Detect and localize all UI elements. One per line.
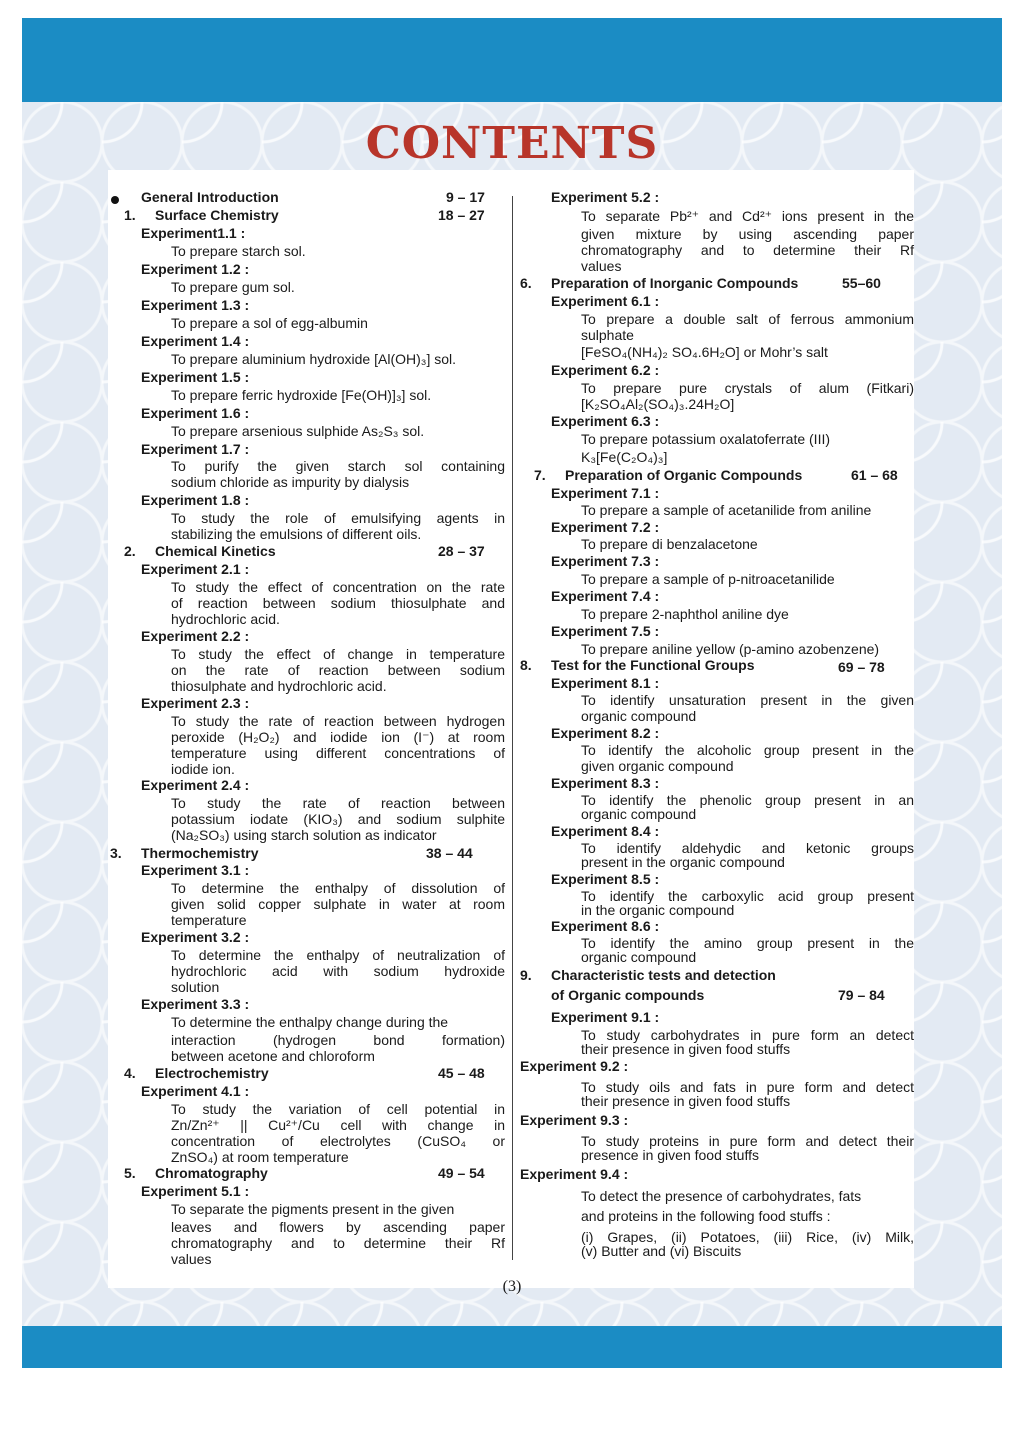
bottom-banner xyxy=(22,1326,1002,1368)
toc-line: 28 – 37 xyxy=(438,543,485,559)
toc-line: To study the role of emulsifying agents in xyxy=(171,510,505,526)
toc-line: To prepare aluminium hydroxide [Al(OH)₃] sol. xyxy=(171,351,457,367)
toc-line: To prepare a sample of p-nitroacetanilide xyxy=(581,571,835,587)
toc-line: Experiment 2.2 : xyxy=(141,628,250,644)
toc-line: Experiment 1.2 : xyxy=(141,261,250,277)
toc-line: Experiment 2.1 : xyxy=(141,561,250,577)
toc-line: To prepare ferric hydroxide [Fe(OH)]₃] sol. xyxy=(171,387,432,403)
toc-line: ZnSO₄) at room temperature xyxy=(171,1149,349,1165)
toc-line: (v) Butter and (vi) Biscuits xyxy=(581,1243,742,1259)
toc-line: Experiment 5.2 : xyxy=(551,189,660,205)
toc-line: Experiment 7.4 : xyxy=(551,588,660,604)
toc-line: hydrochloric acid. xyxy=(171,611,280,627)
toc-line: given organic compound xyxy=(581,758,734,774)
toc-line: Experiment 8.2 : xyxy=(551,725,660,741)
toc-line: Experiment 5.1 : xyxy=(141,1183,250,1199)
toc-line: To identify aldehydic and ketonic groups xyxy=(581,840,914,856)
toc-line: given solid copper sulphate in water at room xyxy=(171,896,505,912)
toc-line: To prepare gum sol. xyxy=(171,279,295,295)
toc-line: 61 – 68 xyxy=(851,467,898,483)
toc-line: Experiment 2.3 : xyxy=(141,695,250,711)
toc-line: (i) Grapes, (ii) Potatoes, (iii) Rice, (iv) Milk, xyxy=(581,1229,914,1245)
toc-line: potassium iodate (KIO₃) and sodium sulphite xyxy=(171,811,505,827)
toc-line: organic compound xyxy=(581,949,697,965)
toc-line: Chromatography xyxy=(155,1165,268,1181)
toc-line: Experiment 8.4 : xyxy=(551,823,660,839)
page-number: (3) xyxy=(502,1278,522,1295)
toc-line: To determine the enthalpy change during the xyxy=(171,1014,449,1030)
toc-line: To prepare a double salt of ferrous ammonium xyxy=(581,311,914,327)
toc-line: Experiment 1.3 : xyxy=(141,297,250,313)
toc-line: 1. xyxy=(124,207,136,223)
toc-line: Experiment 9.4 : xyxy=(520,1166,629,1182)
toc-line: Experiment 4.1 : xyxy=(141,1083,250,1099)
toc-line: 8. xyxy=(520,657,532,673)
toc-line: 7. xyxy=(534,467,546,483)
toc-line: To study proteins in pure form and detect their xyxy=(581,1133,914,1149)
toc-line: Experiment 8.1 : xyxy=(551,675,660,691)
toc-line: To prepare 2-naphthol aniline dye xyxy=(581,606,789,622)
toc-line: To study the effect of change in temperature xyxy=(171,646,505,662)
toc-line: Experiment 8.5 : xyxy=(551,871,660,887)
toc-line: Experiment 7.2 : xyxy=(551,519,660,535)
toc-line: their presence in given food stuffs xyxy=(581,1093,791,1109)
toc-line: Experiment 3.3 : xyxy=(141,996,250,1012)
toc-line: concentration of electrolytes (CuSO₄ or xyxy=(171,1133,505,1149)
toc-line: Experiment 6.1 : xyxy=(551,293,660,309)
toc-line: interaction (hydrogen bond formation) xyxy=(171,1032,505,1048)
toc-line: To determine the enthalpy of dissolution of xyxy=(171,880,505,896)
toc-line: Preparation of Organic Compounds xyxy=(565,467,803,483)
toc-line: present in the organic compound xyxy=(581,854,785,870)
toc-line: Zn/Zn²⁺ || Cu²⁺/Cu cell with change in xyxy=(171,1117,505,1133)
toc-line: To identify unsaturation present in the given xyxy=(581,692,914,708)
toc-line: To prepare aniline yellow (p-amino azobenzene) xyxy=(581,641,880,657)
toc-line: 55–60 xyxy=(842,275,881,291)
toc-line: chromatography and to determine their Rf xyxy=(171,1235,505,1251)
toc-line: Experiment 8.3 : xyxy=(551,775,660,791)
column-divider xyxy=(512,196,513,1260)
toc-line: To prepare pure crystals of alum (Fitkari) xyxy=(581,380,914,396)
toc-line: Chemical Kinetics xyxy=(155,543,276,559)
toc-line: 4. xyxy=(124,1065,136,1081)
toc-line: To study the variation of cell potential in xyxy=(171,1101,505,1117)
toc-line: To prepare di benzalacetone xyxy=(581,536,758,552)
toc-line: 2. xyxy=(124,543,136,559)
toc-line: Experiment 1.7 : xyxy=(141,441,250,457)
toc-line: K₃[Fe(C₂O₄)₃] xyxy=(581,449,668,465)
toc-line: thiosulphate and hydrochloric acid. xyxy=(171,678,387,694)
toc-line: To separate the pigments present in the given xyxy=(171,1201,455,1217)
toc-line: Experiment 7.3 : xyxy=(551,553,660,569)
toc-line: 45 – 48 xyxy=(438,1065,485,1081)
toc-line: 18 – 27 xyxy=(438,207,485,223)
toc-line: [FeSO₄(NH₄)₂ SO₄.6H₂O] or Mohr’s salt xyxy=(581,344,828,360)
toc-line: 9 – 17 xyxy=(446,189,485,205)
toc-line: [K₂SO₄Al₂(SO₄)₃.24H₂O] xyxy=(581,396,735,412)
toc-line: Experiment 8.6 : xyxy=(551,918,660,934)
toc-line: To prepare a sol of egg-albumin xyxy=(171,315,368,331)
toc-line: temperature xyxy=(171,912,247,928)
toc-line: Experiment 7.1 : xyxy=(551,485,660,501)
toc-line: 49 – 54 xyxy=(438,1165,485,1181)
toc-line: iodide ion. xyxy=(171,761,235,777)
toc-line: 5. xyxy=(124,1165,136,1181)
toc-line: organic compound xyxy=(581,806,697,822)
toc-line: Experiment 2.4 : xyxy=(141,777,250,793)
toc-line: sodium chloride as impurity by dialysis xyxy=(171,474,410,490)
toc-line: To study carbohydrates in pure form an detect xyxy=(581,1027,914,1043)
toc-line: Test for the Functional Groups xyxy=(551,657,755,673)
toc-line: Experiment 9.3 : xyxy=(520,1112,629,1128)
toc-line: hydrochloric acid with sodium hydroxide xyxy=(171,963,505,979)
toc-line: 69 – 78 xyxy=(838,659,885,675)
toc-line: Experiment 3.2 : xyxy=(141,929,250,945)
toc-line: their presence in given food stuffs xyxy=(581,1041,791,1057)
toc-line: Experiment1.1 : xyxy=(141,225,246,241)
toc-line: 38 – 44 xyxy=(426,845,473,861)
toc-line: Experiment 6.3 : xyxy=(551,413,660,429)
toc-line: To determine the enthalpy of neutralization of xyxy=(171,947,505,963)
toc-line: Preparation of Inorganic Compounds xyxy=(551,275,799,291)
toc-line: Experiment 1.5 : xyxy=(141,369,250,385)
toc-line: chromatography and to determine their Rf xyxy=(581,242,914,258)
toc-line: organic compound xyxy=(581,708,697,724)
toc-line: Experiment 7.5 : xyxy=(551,623,660,639)
toc-line: To study the rate of reaction between hydrogen xyxy=(171,713,505,729)
toc-line: 3. xyxy=(110,845,122,861)
toc-line: 79 – 84 xyxy=(838,987,885,1003)
toc-line: Experiment 6.2 : xyxy=(551,362,660,378)
toc-line: and proteins in the following food stuffs : xyxy=(581,1208,831,1224)
toc-line: leaves and flowers by ascending paper xyxy=(171,1219,505,1235)
toc-line: To detect the presence of carbohydrates, fats xyxy=(581,1188,862,1204)
toc-line: given mixture by using ascending paper xyxy=(581,226,914,242)
toc-line: Experiment 9.1 : xyxy=(551,1009,660,1025)
toc-line: To study oils and fats in pure form and detect xyxy=(581,1079,914,1095)
toc-line: 6. xyxy=(520,275,532,291)
toc-line: 9. xyxy=(520,967,532,983)
toc-line: of reaction between sodium thiosulphate and xyxy=(171,595,505,611)
toc-line: Experiment 1.6 : xyxy=(141,405,250,421)
toc-line: Experiment 1.4 : xyxy=(141,333,250,349)
toc-line: General Introduction xyxy=(141,189,279,205)
toc-line: on the rate of reaction between sodium xyxy=(171,662,505,678)
toc-line: stabilizing the emulsions of different oils. xyxy=(171,526,422,542)
toc-line: (Na₂SO₃) using starch solution as indicator xyxy=(171,827,437,843)
toc-line: values xyxy=(171,1251,212,1267)
toc-line: values xyxy=(581,258,622,274)
toc-line: Experiment 3.1 : xyxy=(141,862,250,878)
bullet-icon xyxy=(111,196,119,204)
toc-line: To purify the given starch sol containing xyxy=(171,458,505,474)
toc-line: of Organic compounds xyxy=(551,987,705,1003)
toc-line: To study the effect of concentration on the rate xyxy=(171,579,505,595)
page-title: CONTENTS xyxy=(365,118,659,169)
toc-line: To prepare a sample of acetanilide from aniline xyxy=(581,502,872,518)
toc-line: To prepare arsenious sulphide As₂S₃ sol. xyxy=(171,423,425,439)
toc-line: Characteristic tests and detection xyxy=(551,967,776,983)
toc-line: To identify the alcoholic group present in the xyxy=(581,742,914,758)
toc-line: Experiment 9.2 : xyxy=(520,1058,629,1074)
toc-line: peroxide (H₂O₂) and iodide ion (I⁻) at room xyxy=(171,729,505,745)
toc-line: Electrochemistry xyxy=(155,1065,269,1081)
toc-line: sulphate xyxy=(581,327,634,343)
toc-line: between acetone and chloroform xyxy=(171,1048,375,1064)
toc-line: To identify the amino group present in the xyxy=(581,935,914,951)
toc-line: To identify the carboxylic acid group present xyxy=(581,888,914,904)
toc-line: solution xyxy=(171,979,220,995)
toc-line: Experiment 1.8 : xyxy=(141,492,250,508)
toc-line: To study the rate of reaction between xyxy=(171,795,505,811)
toc-line: Thermochemistry xyxy=(141,845,259,861)
toc-line: To identify the phenolic group present in an xyxy=(581,792,914,808)
toc-line: presence in given food stuffs xyxy=(581,1147,759,1163)
toc-line: Surface Chemistry xyxy=(155,207,279,223)
toc-line: To prepare potassium oxalatoferrate (III) xyxy=(581,431,831,447)
toc-line: temperature using different concentrations of xyxy=(171,745,505,761)
top-banner xyxy=(22,18,1002,102)
toc-line: To prepare starch sol. xyxy=(171,243,306,259)
toc-line: in the organic compound xyxy=(581,902,735,918)
toc-line: To separate Pb²⁺ and Cd²⁺ ions present in the xyxy=(581,208,914,224)
